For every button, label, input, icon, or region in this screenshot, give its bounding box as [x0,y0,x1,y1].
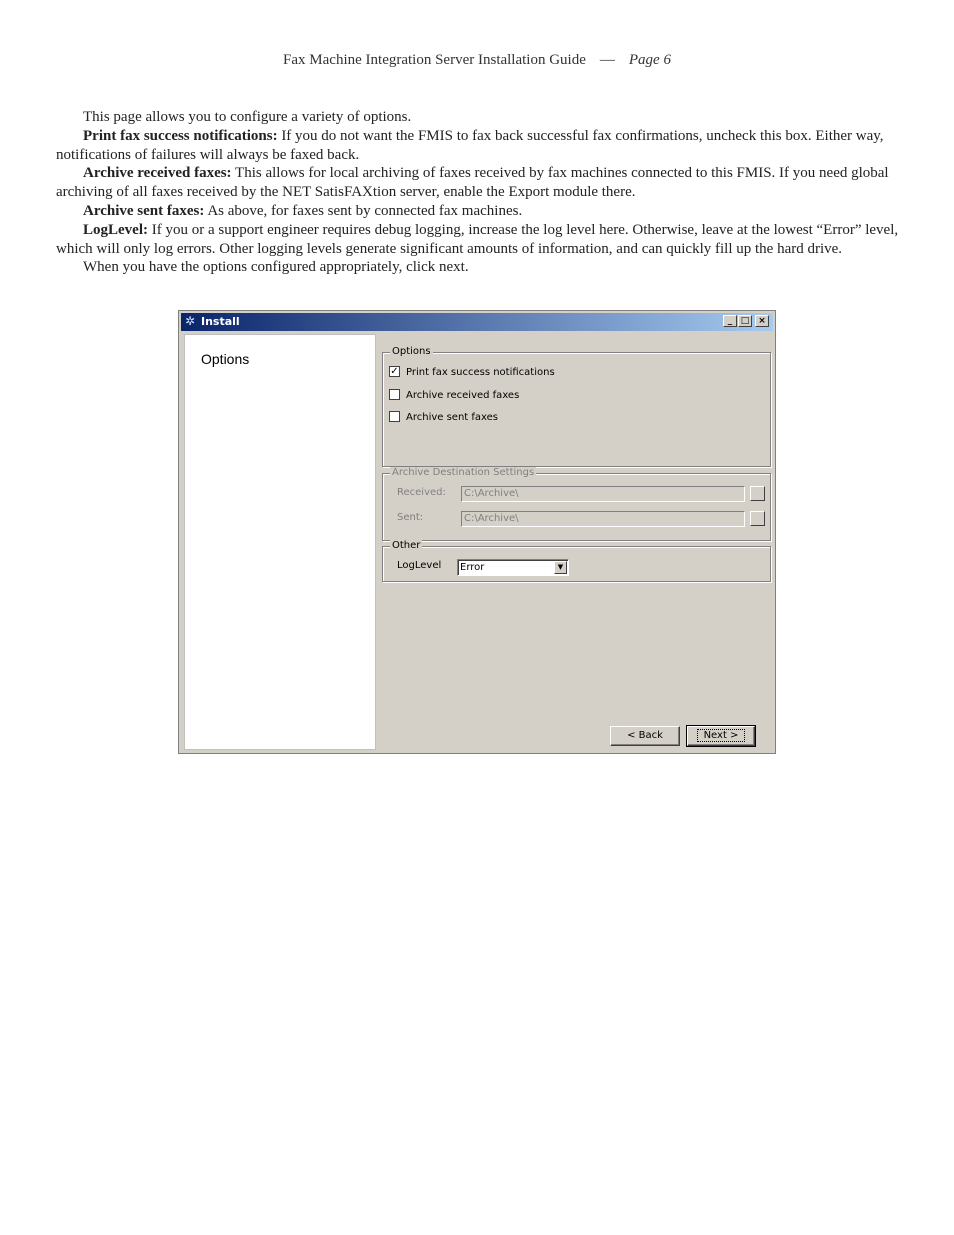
loglevel-label: LogLevel [397,560,442,571]
option-loglevel-description [56,221,902,259]
group-legend: Other [392,540,421,551]
chevron-down-icon[interactable]: ▼ [554,561,567,574]
description: If you or a support engineer requires debug logging, increase the log level here. Otherwise, leave at the lowest “Error” level, which will only log errors. Other logging levels generate significant amounts of information, and can quickly fill up the hard drive. [56,221,899,257]
page-number: Page 6 [628,52,671,68]
guide-title: Fax Machine Integration Server Installation Guide [283,52,586,68]
window-title: Install [201,315,240,328]
checkbox-label: Archive sent faxes [406,412,499,423]
other-group [382,540,771,582]
sent-path-field[interactable]: C:\Archive\ [461,511,745,527]
term: Archive received faxes: [83,165,232,182]
term: LogLevel: [83,221,148,238]
received-label: Received: [397,487,446,498]
archive-received-checkbox-row[interactable] [389,389,519,403]
archive-destination-group [382,467,771,541]
next-button-label: Next > [697,729,746,742]
group-legend: Options [392,346,431,357]
body-text [56,108,902,277]
description: If you do not want the FMIS to fax back successful fax confirmations, uncheck this box. Either way, notifications of failures will always be faxed back. [56,127,884,163]
step-panel [184,334,376,750]
sent-label: Sent: [397,512,424,523]
close-button[interactable]: × [755,315,769,327]
back-button[interactable]: < Back [610,726,680,746]
next-button[interactable] [687,726,755,746]
print-fax-success-checkbox-row[interactable] [389,366,555,380]
description: As above, for faxes sent by connected fax machines. [207,202,523,219]
step-title: Options [201,351,250,367]
archive-sent-checkbox[interactable] [389,411,400,422]
archive-received-checkbox[interactable] [389,389,400,400]
minimize-button[interactable]: _ [723,315,737,327]
option-archive-received-description [56,164,902,202]
maximize-button[interactable]: □ [738,315,752,327]
print-fax-success-checkbox[interactable]: ✓ [390,366,399,377]
loglevel-value: Error [460,562,485,573]
term: Archive sent faxes: [83,202,205,219]
received-path-field[interactable]: C:\Archive\ [461,486,745,502]
checkbox-label: Archive received faxes [406,390,520,401]
group-legend: Archive Destination Settings [392,467,535,478]
term: Print fax success notifications: [83,127,278,144]
browse-sent-button[interactable] [750,511,765,526]
closing-paragraph: When you have the options configured appropriately, click next. [83,259,469,276]
options-group [382,346,771,467]
page-header [0,52,954,69]
browse-received-button[interactable] [750,486,765,501]
checkbox-label: Print fax success notifications [406,367,555,378]
description: This allows for local archiving of faxes received by fax machines connected to this FMIS. If you need global archiving of all faxes received by the NET SatisFAXtion server, enable the Export module there. [56,165,889,201]
install-window [178,310,776,754]
option-print-description [56,127,902,165]
intro-paragraph: This page allows you to configure a variety of options. [83,109,412,125]
gear-icon: ✲ [185,314,196,328]
header-separator: — [599,52,615,68]
archive-sent-checkbox-row[interactable] [389,411,498,425]
loglevel-select[interactable] [457,559,569,576]
option-archive-sent-description [56,202,902,221]
title-bar[interactable] [181,313,773,331]
